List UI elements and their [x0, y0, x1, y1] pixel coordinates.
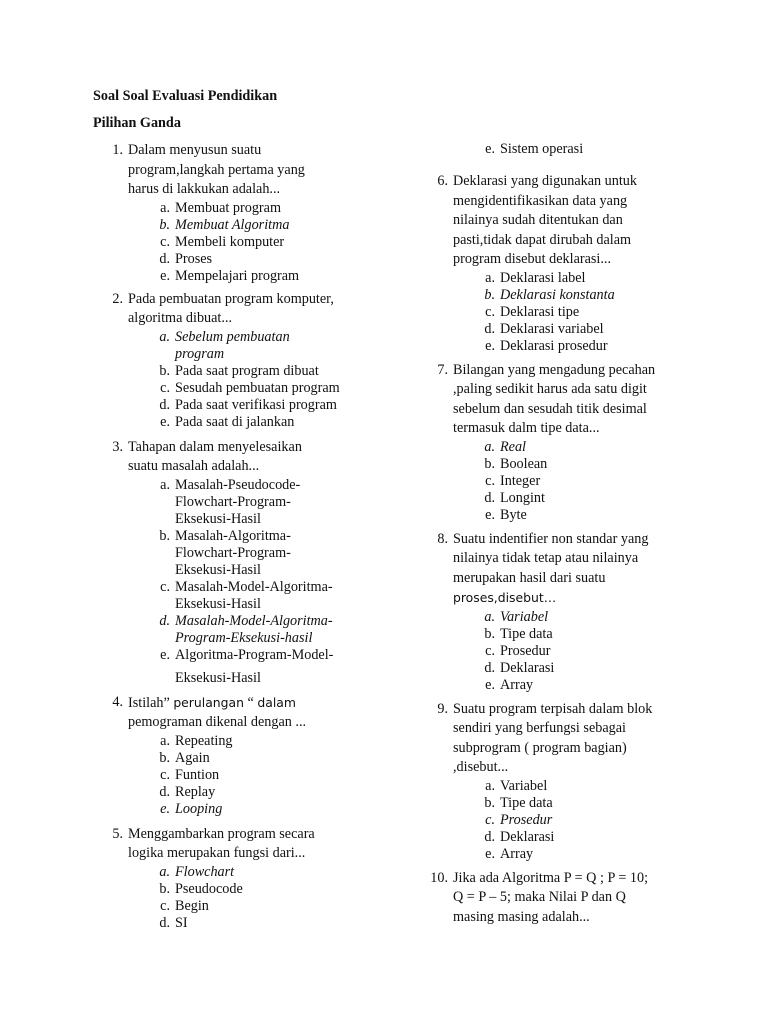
question-text-part: pemograman dikenal dengan ...	[128, 714, 307, 730]
option-letter: e.	[485, 506, 495, 523]
question-2	[93, 290, 373, 431]
option-text: Longint	[500, 489, 545, 506]
option-text: Sesudah pembuatan program	[175, 379, 340, 396]
option-text: Looping	[175, 800, 223, 817]
question-text: Suatu program terpisah dalam blok sendiri yang berfungsi sebagai subprogram ( program bagian) ,disebut...	[453, 700, 653, 775]
option-letter: a.	[160, 199, 170, 216]
option-text: Sistem operasi	[500, 141, 584, 157]
question-text-part: perulangan	[173, 694, 244, 710]
question-number: 1.	[112, 142, 123, 158]
option-text: Pada saat verifikasi program	[175, 396, 337, 413]
option-text: Proses	[175, 250, 213, 267]
option-letter: b.	[159, 527, 170, 544]
option-c	[93, 898, 373, 915]
option-letter: e.	[485, 676, 495, 693]
option-text: Mempelajari program	[175, 267, 300, 284]
option-letter: c.	[160, 897, 170, 914]
option-text: Tipe data	[500, 625, 553, 642]
option-text: Real	[500, 438, 526, 455]
option-d	[93, 613, 373, 647]
question-text	[453, 530, 698, 609]
question-text-part: Istilah”	[128, 694, 174, 711]
option-c	[418, 304, 698, 321]
question-text-part: proses,disebut…	[453, 590, 557, 605]
option-text: Deklarasi tipe	[500, 303, 580, 320]
option-e	[418, 677, 698, 694]
option-letter: d.	[159, 783, 170, 800]
option-text: SI	[175, 914, 188, 931]
option-b	[93, 363, 373, 380]
option-a	[93, 864, 373, 881]
option-d	[418, 321, 698, 338]
option-b	[418, 795, 698, 812]
option-letter: a.	[484, 438, 495, 455]
option-letter: b.	[484, 794, 495, 811]
option-a	[93, 200, 373, 217]
option-list	[93, 733, 373, 818]
option-text: Eksekusi-Hasil	[175, 669, 261, 686]
option-c	[418, 473, 698, 490]
option-a	[418, 270, 698, 287]
option-list	[418, 609, 698, 694]
option-letter: c.	[485, 811, 495, 828]
question-number: 5.	[112, 825, 123, 842]
option-b	[93, 528, 373, 579]
option-letter: b.	[159, 749, 170, 766]
option-e	[418, 141, 698, 158]
option-letter: a.	[485, 269, 495, 286]
left-column	[93, 141, 373, 932]
option-letter: b.	[484, 455, 495, 472]
option-letter: d.	[484, 828, 495, 845]
option-letter: d.	[159, 396, 170, 413]
question-number: 9.	[437, 700, 448, 717]
option-text: Deklarasi variabel	[500, 320, 604, 337]
option-e	[418, 338, 698, 355]
option-text: Again	[175, 749, 210, 766]
option-letter: a.	[485, 777, 495, 794]
question-text: Bilangan yang mengadung pecahan ,paling sedikit harus ada satu digit sebelum dan sesudah titik desimal termasuk dalm tipe data...	[453, 361, 656, 436]
option-c	[418, 812, 698, 829]
right-column	[418, 141, 698, 927]
question-number: 4.	[112, 693, 123, 710]
option-text: Repeating	[175, 732, 233, 749]
option-text: Array	[500, 845, 534, 862]
option-text: Integer	[500, 472, 541, 489]
question-7	[418, 361, 698, 524]
option-a	[93, 329, 373, 363]
option-text: Masalah-Pseudocode- Flowchart-Program- Eksekusi-Hasil	[175, 476, 301, 527]
option-letter: e.	[160, 413, 170, 430]
question-text: Deklarasi yang digunakan untuk mengidentifikasikan data yang nilainya sudah ditentukan dan pasti,tidak dapat dirubah dalam program disebut deklarasi...	[453, 173, 637, 267]
option-text: Deklarasi	[500, 659, 555, 676]
option-letter: a.	[160, 476, 170, 493]
option-letter: e.	[485, 337, 495, 354]
option-a	[418, 778, 698, 795]
option-text: Deklarasi label	[500, 269, 586, 286]
option-e-continued	[93, 670, 373, 687]
option-text: Byte	[500, 506, 527, 523]
option-letter: c.	[160, 578, 170, 595]
option-d	[418, 660, 698, 677]
option-letter: c.	[485, 303, 495, 320]
option-list	[418, 270, 698, 355]
option-text: Sebelum pembuatan program	[175, 328, 290, 362]
question-text: Menggambarkan program secara logika merupakan fungsi dari...	[128, 825, 315, 861]
option-letter: d.	[484, 659, 495, 676]
option-list-continued	[418, 141, 698, 158]
question-6	[418, 172, 698, 355]
option-e	[93, 647, 373, 664]
option-c	[93, 234, 373, 251]
option-d	[93, 397, 373, 414]
option-text: Funtion	[175, 766, 220, 783]
question-number: 8.	[437, 530, 448, 547]
option-list	[93, 200, 373, 285]
question-number: 6.	[437, 173, 448, 189]
option-e	[418, 507, 698, 524]
option-list	[93, 864, 373, 932]
option-text: Prosedur	[500, 642, 551, 659]
option-text: Boolean	[500, 455, 548, 472]
option-text: Algoritma-Program-Model-	[175, 646, 334, 663]
option-letter: e.	[485, 845, 495, 862]
option-b	[93, 217, 373, 234]
question-number: 2.	[112, 290, 123, 307]
option-letter: e.	[485, 141, 495, 157]
option-letter: b.	[159, 880, 170, 897]
option-text: Membuat Algoritma	[175, 216, 290, 233]
option-text: Masalah-Model-Algoritma- Program-Eksekusi-hasil	[175, 612, 333, 646]
option-text: Prosedur	[500, 811, 553, 828]
option-c	[93, 579, 373, 613]
document-title: Soal Soal Evaluasi Pendidikan	[93, 88, 278, 104]
question-3	[93, 438, 373, 687]
option-a	[418, 439, 698, 456]
question-text: Dalam menyusun suatu program,langkah pertama yang harus di lakkukan adalah...	[128, 142, 305, 197]
option-letter: a.	[159, 863, 170, 880]
option-list	[93, 477, 373, 687]
option-text: Begin	[175, 897, 209, 914]
option-letter: d.	[484, 320, 495, 337]
question-text: Pada pembuatan program komputer, algoritma dibuat...	[128, 290, 334, 326]
question-number: 7.	[437, 361, 448, 378]
option-d	[93, 915, 373, 932]
option-text: Array	[500, 676, 534, 693]
option-b	[93, 881, 373, 898]
option-letter: d.	[484, 489, 495, 506]
option-text: Pada saat di jalankan	[175, 413, 295, 430]
option-letter: b.	[159, 216, 170, 233]
option-a	[418, 609, 698, 626]
option-letter: d.	[159, 250, 170, 267]
option-a	[93, 733, 373, 750]
option-b	[418, 456, 698, 473]
option-letter: b.	[159, 362, 170, 379]
question-text-part: “	[243, 694, 258, 711]
option-d	[93, 784, 373, 801]
question-8	[418, 530, 698, 694]
option-letter: e.	[160, 800, 170, 817]
question-text-part: dalam	[257, 694, 296, 710]
question-number: 10.	[430, 869, 448, 886]
option-list	[418, 778, 698, 863]
option-letter: a.	[484, 608, 495, 625]
option-text: Pseudocode	[175, 880, 243, 897]
option-text: Variabel	[500, 777, 548, 794]
option-letter: d.	[159, 612, 170, 629]
option-text: Masalah-Model-Algoritma- Eksekusi-Hasil	[175, 578, 333, 612]
question-number: 3.	[112, 438, 123, 455]
option-list	[93, 329, 373, 431]
option-c	[93, 380, 373, 397]
option-letter: c.	[160, 379, 170, 396]
section-title: Pilihan Ganda	[93, 115, 181, 131]
option-letter: c.	[160, 233, 170, 250]
option-letter: c.	[485, 642, 495, 659]
question-text: Jika ada Algoritma P = Q ; P = 10; Q = P – 5; maka Nilai P dan Q masing masing adalah...	[453, 869, 649, 925]
option-d	[418, 829, 698, 846]
option-b	[418, 287, 698, 304]
option-text: Deklarasi prosedur	[500, 337, 608, 354]
option-d	[93, 251, 373, 268]
question-9	[418, 700, 698, 863]
option-a	[93, 477, 373, 528]
option-text: Replay	[175, 783, 216, 800]
option-text: Deklarasi	[500, 828, 555, 845]
option-letter: a.	[159, 328, 170, 345]
option-letter: b.	[484, 286, 495, 303]
option-b	[93, 750, 373, 767]
option-e	[418, 846, 698, 863]
option-d	[418, 490, 698, 507]
option-list	[418, 439, 698, 524]
option-e	[93, 414, 373, 431]
option-letter: d.	[159, 914, 170, 931]
option-text: Variabel	[500, 608, 549, 625]
option-letter: e.	[160, 267, 170, 284]
question-10	[418, 869, 698, 928]
option-text: Masalah-Algoritma- Flowchart-Program- Eksekusi-Hasil	[175, 527, 291, 578]
question-text	[128, 693, 373, 733]
question-1	[93, 141, 373, 285]
option-c	[418, 643, 698, 660]
option-text: Flowchart	[175, 863, 235, 880]
option-text: Membuat program	[175, 199, 281, 216]
option-text: Deklarasi konstanta	[500, 286, 615, 303]
option-letter: c.	[160, 766, 170, 783]
option-letter: e.	[160, 646, 170, 663]
option-text: Tipe data	[500, 794, 553, 811]
question-5	[93, 825, 373, 932]
option-e	[93, 268, 373, 285]
option-text: Membeli komputer	[175, 233, 285, 250]
option-letter: c.	[485, 472, 495, 489]
option-c	[93, 767, 373, 784]
option-letter: b.	[484, 625, 495, 642]
question-text: Tahapan dalam menyelesaikan suatu masalah adalah...	[128, 438, 302, 474]
question-text-part: Suatu indentifier non standar yang nilainya tidak tetap atau nilainya merupakan hasil dari suatu	[453, 530, 649, 586]
option-b	[418, 626, 698, 643]
option-text: Pada saat program dibuat	[175, 362, 319, 379]
option-letter: a.	[160, 732, 170, 749]
option-e	[93, 801, 373, 818]
question-4	[93, 693, 373, 818]
